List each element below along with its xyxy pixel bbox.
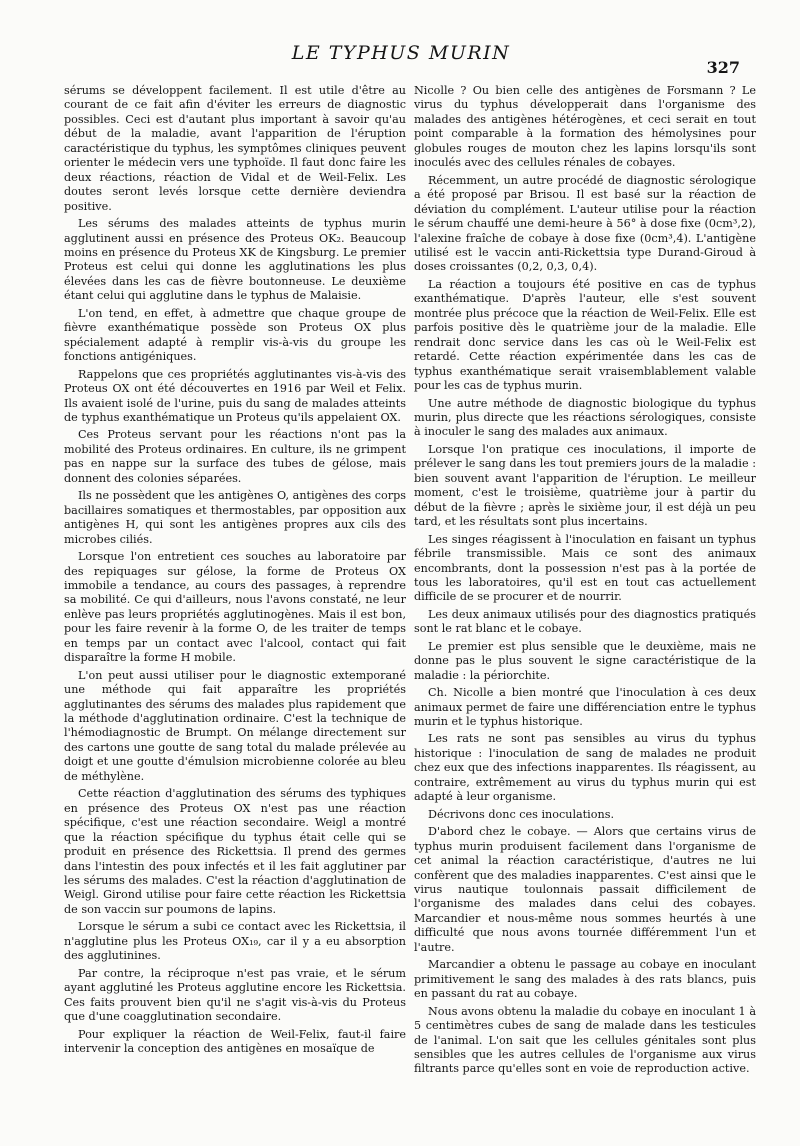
paragraph: Les rats ne sont pas sensibles au virus du typhus historique : l'inoculation de sang de malades ne produit chez eux que des infections inapparentes. Ils réagissent, au contraire, extrêmement au virus du typhus murin qui est adapté à leur organisme. bbox=[414, 732, 756, 804]
paragraph: Cette réaction d'agglutination des sérums des typhiques en présence des Proteus OX n'est pas une réaction spécifique, c'est une réaction secondaire. Weigl a montré que la réaction spécifique du typhus était celle qui se produit en présence des Rickettsia. Il prend des germes dans l'intestin des poux infectés et il les fait agglutiner par les sérums des malades. C'est la réaction d'agglutination de Weigl. Girond utilise pour faire cette réaction les Rickettsia de son vaccin sur poumons de lapins. bbox=[64, 787, 406, 916]
paragraph: Le premier est plus sensible que le deuxième, mais ne donne pas le plus souvent le signe caractéristique de la maladie : la périorchite. bbox=[414, 639, 756, 682]
right-text-column bbox=[414, 84, 756, 1124]
paragraph: Récemment, un autre procédé de diagnostic sérologique a été proposé par Brisou. Il est basé sur la réaction de déviation du complément. L'auteur utilise pour la réaction le sérum chauffé une demi-heure à 56° à dose fixe (0cm³,2), l'alexine fraîche de cobaye à dose fixe (0cm³,4). L'antigène utilisé est le vaccin anti-Rickettsia type Durand-Giroud à doses croissantes (0,2, 0,3, 0,4). bbox=[414, 173, 756, 274]
running-title: LE TYPHUS MURIN bbox=[291, 42, 511, 64]
paragraph: Une autre méthode de diagnostic biologique du typhus murin, plus directe que les réactions sérologiques, consiste à inoculer le sang des malades aux animaux. bbox=[414, 396, 756, 439]
paragraph: Ces Proteus servant pour les réactions n'ont pas la mobilité des Proteus ordinaires. En culture, ils ne grimpent pas en nappe sur la surface des tubes de gélose, mais donnent des colonies séparées. bbox=[64, 428, 406, 485]
page-header bbox=[60, 32, 742, 76]
paragraph: Pour expliquer la réaction de Weil-Felix, faut-il faire intervenir la conception des antigènes en mosaïque de bbox=[64, 1027, 406, 1055]
paragraph: Les deux animaux utilisés pour des diagnostics pratiqués sont le rat blanc et le cobaye. bbox=[414, 607, 756, 636]
page-number: 327 bbox=[706, 58, 740, 77]
paragraph: Lorsque l'on entretient ces souches au laboratoire par des repiquages sur gélose, la forme de Proteus OX immobile a tendance, au cours des passages, à reprendre sa mobilité. Ce qui d'ailleurs, nous l'avons constaté, ne leur enlève pas leurs propriétés agglutinogènes. Mais il est bon, pour les faire revenir à la forme O, de les traiter de temps en temps par un contact avec l'alcool, contact qui fait disparaître la forme H mobile. bbox=[64, 550, 406, 665]
paragraph: Ch. Nicolle a bien montré que l'inoculation à ces deux animaux permet de faire une différenciation entre le typhus murin et le typhus historique. bbox=[414, 686, 756, 729]
paragraph: Les sérums des malades atteints de typhus murin agglutinent aussi en présence des Proteus OK₂. Beaucoup moins en présence du Proteus XK de Kingsburg. Le premier Proteus est celui qui donne les agglutinations les plus élevées dans les cas de fièvre boutonneuse. Le deuxième étant celui qui agglutine dans le typhus de Malaisie. bbox=[64, 217, 406, 303]
paragraph: Nous avons obtenu la maladie du cobaye en inoculant 1 à 5 centimètres cubes de sang de malade dans les testicules de l'animal. L'on sait que les cellules génitales sont plus sensibles que les autres cellules de l'organisme aux virus filtrants parce qu'elles sont en voie de reproduction active. bbox=[414, 1004, 756, 1076]
paragraph: Décrivons donc ces inoculations. bbox=[428, 807, 614, 821]
paragraph: L'on tend, en effet, à admettre que chaque groupe de fièvre exanthématique possède son Proteus OX plus spécialement adapté à remplir vis-à-vis du groupe les fonctions antigéniques. bbox=[64, 306, 406, 364]
paragraph: La réaction a toujours été positive en cas de typhus exanthématique. D'après l'auteur, elle s'est souvent montrée plus précoce que la réaction de Weil-Felix. Elle est parfois positive dès le quatrième jour de la maladie. Elle rendrait donc service dans les cas où le Weil-Felix est retardé. Cette réaction expérimentée dans les cas de typhus exanthématique serait vraisemblablement valable pour les cas de typhus murin. bbox=[414, 277, 756, 393]
paragraph: sérums se développent facilement. Il est utile d'être au courant de ce fait afin d'éviter les erreurs de diagnostic possibles. Ceci est d'autant plus important à savoir qu'au début de la maladie, avant l'apparition de l'éruption caractéristique du typhus, les symptômes cliniques peuvent orienter le médecin vers une typhoïde. Il faut donc faire les deux réactions, réaction de Vidal et de Weil-Felix. Les doutes seront levés lorsque cette dernière deviendra positive. bbox=[64, 84, 406, 213]
paragraph: Les singes réagissent à l'inoculation en faisant un typhus fébrile transmissible. Mais ce sont des animaux encombrants, dont la possession n'est pas à la portée de tous les laboratoires, qu'il est en tout cas actuellement difficile de se procurer et de nourrir. bbox=[414, 532, 756, 604]
paragraph: L'on peut aussi utiliser pour le diagnostic extemporané une méthode qui fait apparaître les propriétés agglutinantes des sérums des malades plus rapidement que la méthode d'agglutination ordinaire. C'est la technique de l'hémodiagnostic de Brumpt. On mélange directement sur des cartons une goutte de sang total du malade prélevée au doigt et une goutte d'émulsion microbienne colorée au bleu de méthylène. bbox=[64, 668, 406, 783]
paragraph: Nicolle ? Ou bien celle des antigènes de Forsmann ? Le virus du typhus développerait dans l'organisme des malades des antigènes hétérogènes, et ceci serait en tout point comparable à la formation des hémolysines pour globules rouges de mouton chez les lapins lorsqu'ils sont inoculés avec des cellules rénales de cobayes. bbox=[414, 84, 756, 170]
paragraph: Lorsque le sérum a subi ce contact avec les Rickettsia, il n'agglutine plus les Proteus OX₁₉, car il y a eu absorption des agglutinines. bbox=[64, 920, 406, 963]
paragraph: Marcandier a obtenu le passage au cobaye en inoculant primitivement le sang des malades à des rats blancs, puis en passant du rat au cobaye. bbox=[414, 958, 756, 1001]
paragraph: Lorsque l'on pratique ces inoculations, il importe de prélever le sang dans les tout premiers jours de la maladie : bien souvent avant l'apparition de l'éruption. Le meilleur moment, c'est le troisième, quatrième jour à partir du début de la fièvre ; après le sixième jour, il est déjà un peu tard, et les résultats sont plus incertains. bbox=[414, 442, 756, 529]
paragraph: D'abord chez le cobaye. — Alors que certains virus de typhus murin produisent facilement dans l'organisme de cet animal la réaction caractéristique, d'autres ne lui confèrent que des maladies inapparentes. C'est ainsi que le virus nautique toulonnais passait difficilement de l'organisme des malades dans celui des cobayes. Marcandier et nous-même nous sommes heurtés à une difficulté que nous avons tournée différemment l'un et l'autre. bbox=[414, 825, 756, 954]
left-text-column bbox=[64, 84, 406, 1124]
paragraph: Ils ne possèdent que les antigènes O, antigènes des corps bacillaires somatiques et thermostables, par opposition aux antigènes H, qui sont les antigènes propres aux cils des microbes ciliés. bbox=[64, 489, 406, 546]
paragraph: Par contre, la réciproque n'est pas vraie, et le sérum ayant agglutiné les Proteus agglutine encore les Rickettsia. Ces faits prouvent bien qu'il ne s'agit vis-à-vis du Proteus que d'une coagglutination secondaire. bbox=[64, 966, 406, 1024]
paragraph: Rappelons que ces propriétés agglutinantes vis-à-vis des Proteus OX ont été découvertes en 1916 par Weil et Felix. Ils avaient isolé de l'urine, puis du sang de malades atteints de typhus exanthématique un Proteus qu'ils appelaient OX. bbox=[64, 367, 406, 424]
